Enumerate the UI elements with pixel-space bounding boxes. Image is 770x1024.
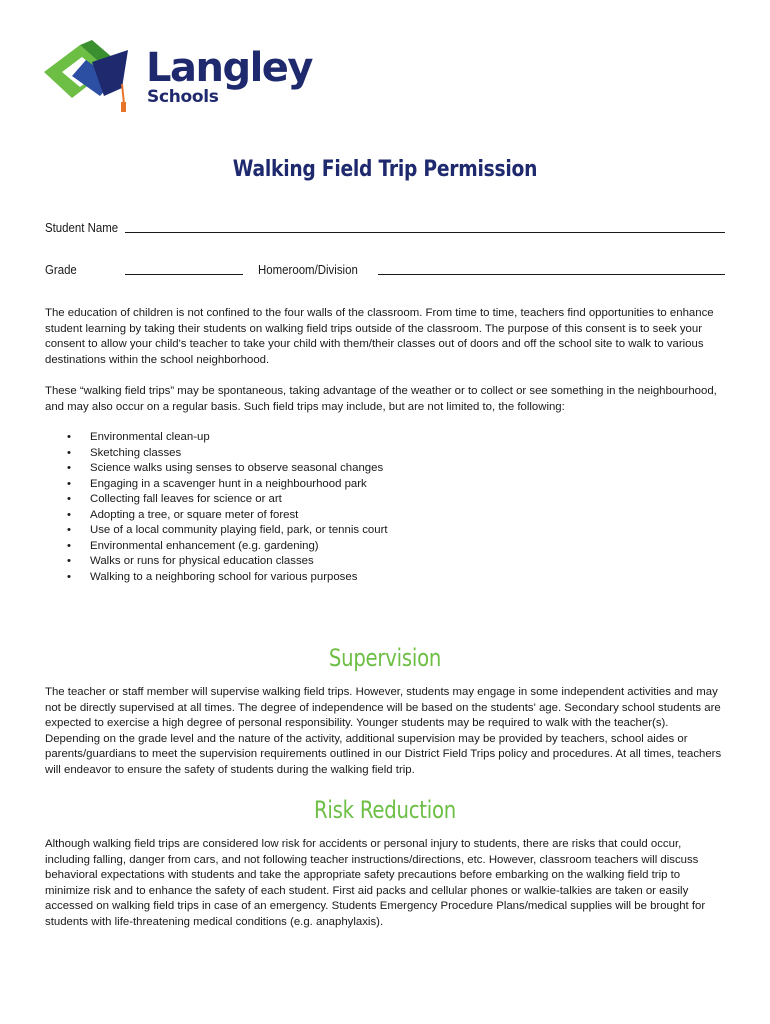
homeroom-label: Homeroom/Division <box>258 262 358 277</box>
graduation-cap-icon <box>42 40 152 120</box>
bullet-icon: • <box>67 462 71 474</box>
intro-paragraph: The education of children is not confined to the four walls of the classroom. From time to time, teachers find opportunities to enhance student learning by taking their students on walking field trips outside of the classroom. The purpose of this consent is to seek your consent to allow your child's teacher to take your child with them/their classes out of doors and off the school site to walk to various destinations within the school neighborhood. <box>45 307 714 366</box>
logo-subtitle: Schools <box>147 87 219 107</box>
list-item: • Adopting a tree, or square meter of forest <box>45 508 705 524</box>
bullet-icon: • <box>67 539 71 552</box>
bullet-icon: • <box>67 477 71 490</box>
field-trips-paragraph: These “walking field trips” may be spontaneous, taking advantage of the weather or to collect or see something in the neighbourhood, and may also occur on a regular basis. Such field trips may include, but are not limited to, the following: <box>45 385 717 413</box>
logo-wordmark: Langley <box>146 45 313 91</box>
page-title: Walking Field Trip Permission <box>232 157 538 182</box>
list-item: • Walking to a neighboring school for various purposes <box>45 570 705 586</box>
grade-label: Grade <box>45 262 77 277</box>
list-item: • Environmental enhancement (e.g. gardening) <box>45 539 705 555</box>
risk-reduction-heading: Risk Reduction <box>314 796 456 824</box>
supervision-paragraph: The teacher or staff member will supervise walking field trips. However, students may engage in some independent activities and may not be directly supervised at all times. The degree of independence will be based on the students' age. Secondary school students are expected to exercise a high degree of personal responsibility. Younger students may be required to walk with the teacher(s). Depending on the grade level and the nature of the activity, additional supervision may be provided by teachers, school aides or parents/guardians to meet the supervision requirements outlined in our District Field Trips policy and procedures. At all times, teachers will endeavor to ensure the safety of students during the walking field trip. <box>45 686 722 776</box>
bullet-icon: • <box>67 446 71 459</box>
field-trip-list <box>45 430 705 585</box>
list-item: • Environmental clean-up <box>45 430 705 446</box>
supervision-heading: Supervision <box>328 644 442 672</box>
bullet-icon: • <box>67 524 71 536</box>
student-name-label: Student Name <box>45 220 119 235</box>
langley-schools-logo <box>42 40 312 120</box>
list-item: • Sketching classes <box>45 446 705 462</box>
bullet-icon: • <box>67 431 71 443</box>
list-item: • Science walks using senses to observe seasonal changes <box>45 461 705 477</box>
bullet-icon: • <box>67 570 71 583</box>
homeroom-field[interactable] <box>378 274 725 275</box>
student-name-field[interactable] <box>125 232 725 233</box>
grade-field[interactable] <box>125 274 243 275</box>
list-item: • Collecting fall leaves for science or art <box>45 492 705 508</box>
list-item: • Walks or runs for physical education classes <box>45 554 705 570</box>
bullet-icon: • <box>67 493 71 505</box>
list-item: • Use of a local community playing field, park, or tennis court <box>45 523 705 539</box>
list-item: • Engaging in a scavenger hunt in a neighbourhood park <box>45 477 705 493</box>
bullet-icon: • <box>67 555 71 567</box>
risk-reduction-paragraph: Although walking field trips are considered low risk for accidents or personal injury to students, there are risks that could occur, including falling, danger from cars, and not following teacher instructions/directions, etc. However, classroom teachers will discuss behavioral expectations with students and take the appropriate safety precautions before embarking on the walking field trip to minimize risk and to enhance the safety of each student. First aid packs and cellular phones or walkie-talkies are taken or easily accessed on walking field trips in case of an emergency. Students Emergency Procedure Plans/medical supplies will be brought for students with life-threatening medical conditions (e.g. anaphylaxis). <box>45 838 706 928</box>
bullet-icon: • <box>67 508 71 521</box>
